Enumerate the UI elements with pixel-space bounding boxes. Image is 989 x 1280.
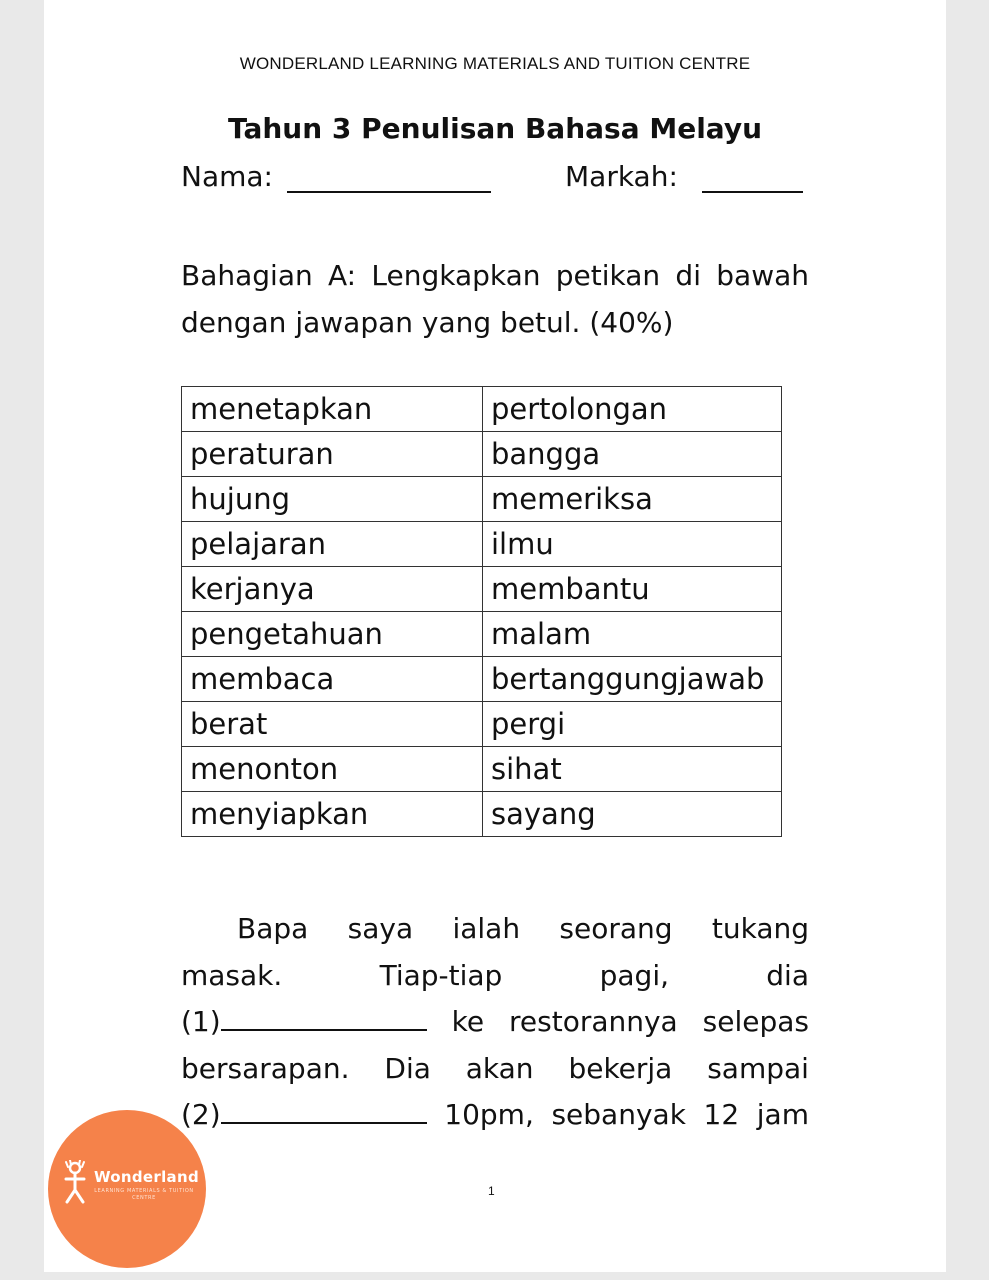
passage-line: [181, 1046, 809, 1093]
word-bank-table: [181, 386, 782, 837]
centre-name: WONDERLAND LEARNING MATERIALS AND TUITION CENTRE: [239, 54, 751, 73]
passage-word: 12: [703, 1098, 740, 1131]
passage-word: Bapa: [237, 912, 309, 945]
name-label: Nama:: [181, 160, 273, 193]
word-cell: bertanggungjawab: [483, 657, 782, 702]
worksheet-title: Tahun 3 Penulisan Bahasa Melayu: [227, 112, 763, 145]
word-cell: sayang: [483, 792, 782, 837]
logo-name: Wonderland: [94, 1168, 199, 1186]
word-cell: pelajaran: [182, 522, 483, 567]
table-row: [182, 612, 782, 657]
word-cell: hujung: [182, 477, 483, 522]
passage-word: pagi,: [599, 958, 669, 992]
name-blank-line[interactable]: [287, 191, 491, 193]
blank-1[interactable]: [181, 999, 427, 1046]
word-cell: pergi: [483, 702, 782, 747]
blank-line[interactable]: [221, 1003, 427, 1031]
table-row: [182, 522, 782, 567]
blank-label: (2): [181, 1098, 221, 1131]
word-cell: peraturan: [182, 432, 483, 477]
blank-label: (1): [181, 1005, 221, 1038]
passage-line: [181, 1092, 809, 1139]
passage-word: sebanyak: [551, 1098, 686, 1131]
passage-word: bersarapan.: [181, 1051, 350, 1085]
passage-word: sampai: [707, 1051, 809, 1085]
word-cell: memeriksa: [483, 477, 782, 522]
table-row: [182, 702, 782, 747]
table-row: [182, 747, 782, 792]
table-row: [182, 792, 782, 837]
passage-word: ialah: [452, 912, 521, 945]
page-number: 1: [488, 1184, 495, 1198]
word-cell: malam: [483, 612, 782, 657]
child-figure-icon: [60, 1160, 90, 1206]
word-cell: menetapkan: [182, 387, 483, 432]
word-cell: ilmu: [483, 522, 782, 567]
logo-tagline: LEARNING MATERIALS & TUITION CENTRE: [94, 1188, 194, 1201]
word-cell: menonton: [182, 747, 483, 792]
word-cell: berat: [182, 702, 483, 747]
worksheet-page: [44, 0, 946, 1272]
passage-line: [181, 906, 809, 953]
passage-word: Tiap-tiap: [379, 958, 503, 992]
passage-word: ke: [451, 1005, 485, 1038]
table-row: [182, 657, 782, 702]
passage-word: tukang: [711, 912, 809, 945]
passage: [181, 906, 809, 1139]
passage-word: masak.: [181, 958, 283, 992]
word-cell: membaca: [182, 657, 483, 702]
marks-label: Markah:: [565, 160, 678, 193]
word-cell: bangga: [483, 432, 782, 477]
marks-blank-line[interactable]: [702, 191, 803, 193]
name-marks-row: [181, 160, 811, 200]
passage-word: Dia: [384, 1051, 431, 1085]
word-cell: membantu: [483, 567, 782, 612]
passage-word: restorannya: [509, 1005, 678, 1038]
passage-word: akan: [465, 1051, 534, 1085]
word-cell: kerjanya: [182, 567, 483, 612]
blank-2[interactable]: [181, 1092, 427, 1139]
passage-word: dia: [766, 958, 809, 992]
passage-line: [181, 999, 809, 1046]
word-cell: pengetahuan: [182, 612, 483, 657]
passage-line: [181, 953, 809, 1000]
word-cell: sihat: [483, 747, 782, 792]
passage-word: 10pm,: [444, 1098, 534, 1131]
passage-word: saya: [347, 912, 414, 945]
blank-line[interactable]: [221, 1096, 427, 1124]
section-instruction: Bahagian A: Lengkapkan petikan di bawah dengan jawapan yang betul. (40%): [181, 259, 809, 339]
table-row: [182, 432, 782, 477]
passage-word: jam: [756, 1098, 809, 1131]
word-cell: menyiapkan: [182, 792, 483, 837]
passage-word: bekerja: [568, 1051, 673, 1085]
passage-word: seorang: [559, 912, 673, 945]
wonderland-logo: [48, 1110, 206, 1268]
word-cell: pertolongan: [483, 387, 782, 432]
table-row: [182, 567, 782, 612]
table-row: [182, 477, 782, 522]
passage-word: selepas: [702, 1005, 809, 1038]
table-row: [182, 387, 782, 432]
